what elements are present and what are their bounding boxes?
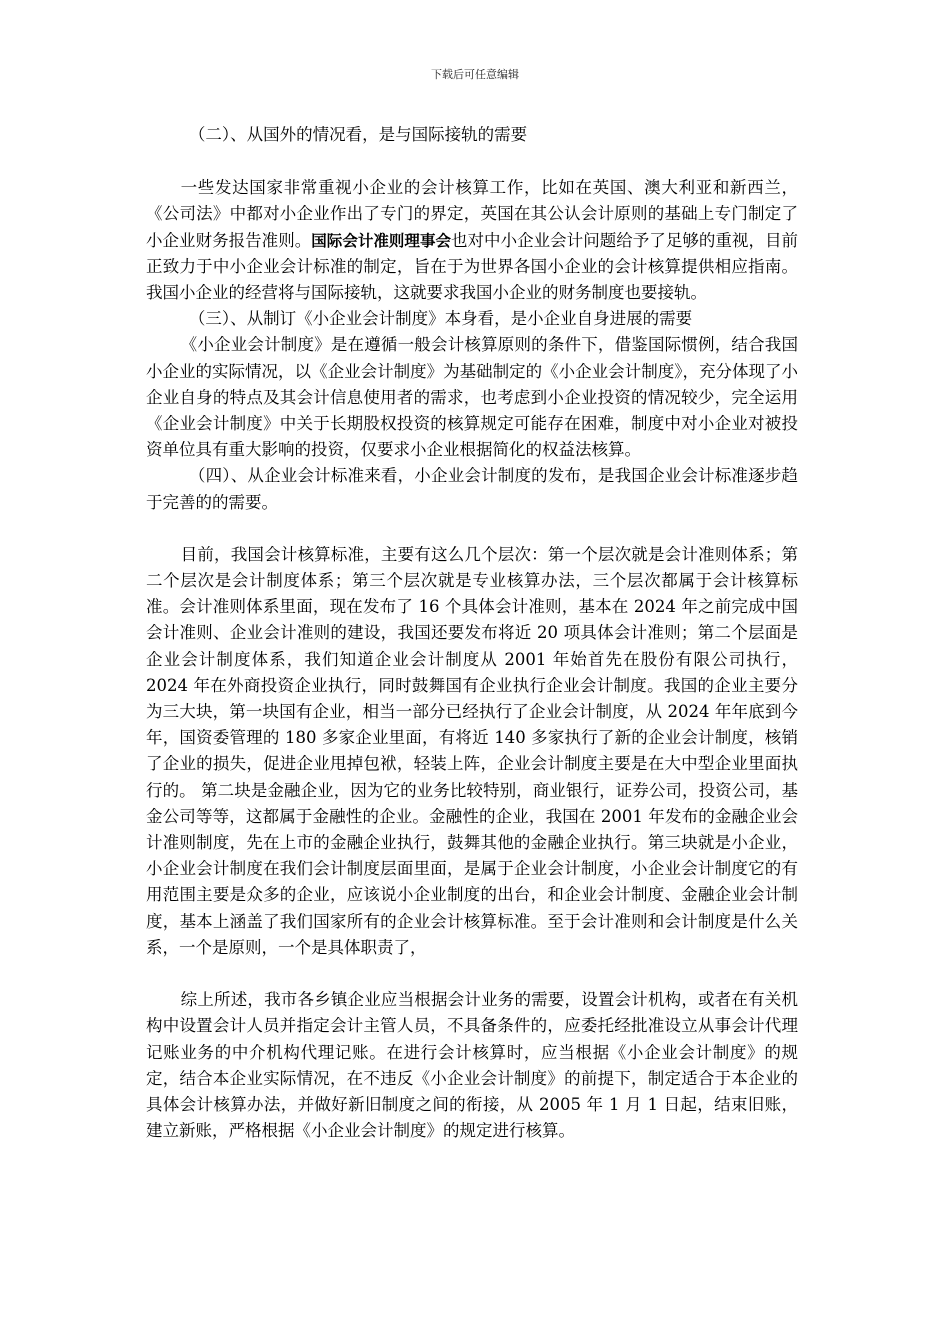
paragraph-accounting-standards: 目前，我国会计核算标准，主要有这么几个层次：第一个层次就是会计准则体系；第二个层次是会计制度体系；第三个层次就是专业核算办法，三个层次都属于会计核算标准。会计准则体系里面，现在发布了 16 个具体会计准则，基本在 2024 年之前完成中国会计准则、企业会计准则的建设，我国还要发布将近 20 项具体会计准则；第二个层面是企业会计制度体系，我们知道企业会计制度从 2001 年始首先在股份有限公司执行，2024 年在外商投资企业执行，同时鼓舞国有企业执行企业会计制度。我国的企业主要分为三大块，第一块国有企业，相当一部分已经执行了企业会计制度，从 2024 年年底到今年，国资委管理的 180 多家企业里面，有将近 140 多家执行了新的企业会计制度，核销了企业的损失，促进企业甩掉包袱，轻装上阵，企业会计制度主要是在大中型企业里面执行的。 第二块是金融企业，因为它的业务比较特别，商业银行，证券公司，投资公司，基金公司等等，这都属于金融性的企业。金融性的企业，我国在 2001 年发布的金融企业会计准则制度，先在上市的金融企业执行，鼓舞其他的金融企业执行。第三块就是小企业，小企业会计制度在我们会计制度层面里面，是属于企业会计制度，小企业会计制度它的有用范围主要是众多的企业，应该说小企业制度的出台，和企业会计制度、金融企业会计制度，基本上涵盖了我们国家所有的企业会计核算标准。至于会计准则和会计制度是什么关系，一个是原则，一个是具体职责了， xyxy=(146,544,798,957)
iasb-emphasis: 国际会计准则理事会 xyxy=(311,231,451,250)
section-heading-3: （三）、从制订《小企业会计制度》本身看，是小企业自身进展的需要 xyxy=(188,309,693,329)
paragraph-conclusion: 综上所述，我市各乡镇企业应当根据会计业务的需要，设置会计机构，或者在有关机构中设置会计人员并指定会计主管人员，不具备条件的，应委托经批准设立从事会计代理记账业务的中介机构代理记账。在进行会计核算时，应当根据《小企业会计制度》的规定，结合本企业实际情况，在不违反《小企业会计制度》的前提下，制定适合于本企业的具体会计核算办法，并做好新旧制度之间的衔接，从 2005 年 1 月 1 日起，结束旧账，建立新账，严格根据《小企业会计制度》的规定进行核算。 xyxy=(146,990,798,1141)
section-heading-4: （四）、从企业会计标准来看，小企业会计制度的发布，是我国企业会计标准逐步趋于完善的的需要。 xyxy=(146,466,798,512)
paragraph-international-text-b: 也对中小企业会计问题给予了足够的重视，目前正致力于中小企业会计标准的制定，旨在于为世界各国小企业的会计核算提供相应指南。我国小企业的经营将与国际接轨，这就要求我国小企业的财务制度也要接轨。 xyxy=(146,230,799,303)
document-body xyxy=(146,122,798,1144)
paragraph-small-business-system: 《小企业会计制度》是在遵循一般会计核算原则的条件下，借鉴国际惯例，结合我国小企业的实际情况，以《企业会计制度》为基础制定的《小企业会计制度》，充分体现了小企业自身的特点及其会计信息使用者的需求，也考虑到小企业投资的情况较少，完全运用《企业会计制度》中关于长期股权投资的核算规定可能存在困难，制度中对小企业对被投资单位具有重大影响的投资，仅要求小企业根据简化的权益法核算。 xyxy=(146,335,798,460)
section-heading-2: （二）、从国外的情况看，是与国际接轨的需要 xyxy=(188,125,528,144)
paragraph-international-text-a: 一些发达国家非常重视小企业的会计核算工作，比如在英国、澳大利亚和新西兰，《公司法》中都对小企业作出了专门的界定，英国在其公认会计原则的基础上专门制定了小企业财务报告准则。 xyxy=(146,178,798,250)
paragraph-international xyxy=(146,175,798,306)
page-header: 下载后可任意编辑 xyxy=(431,68,519,81)
